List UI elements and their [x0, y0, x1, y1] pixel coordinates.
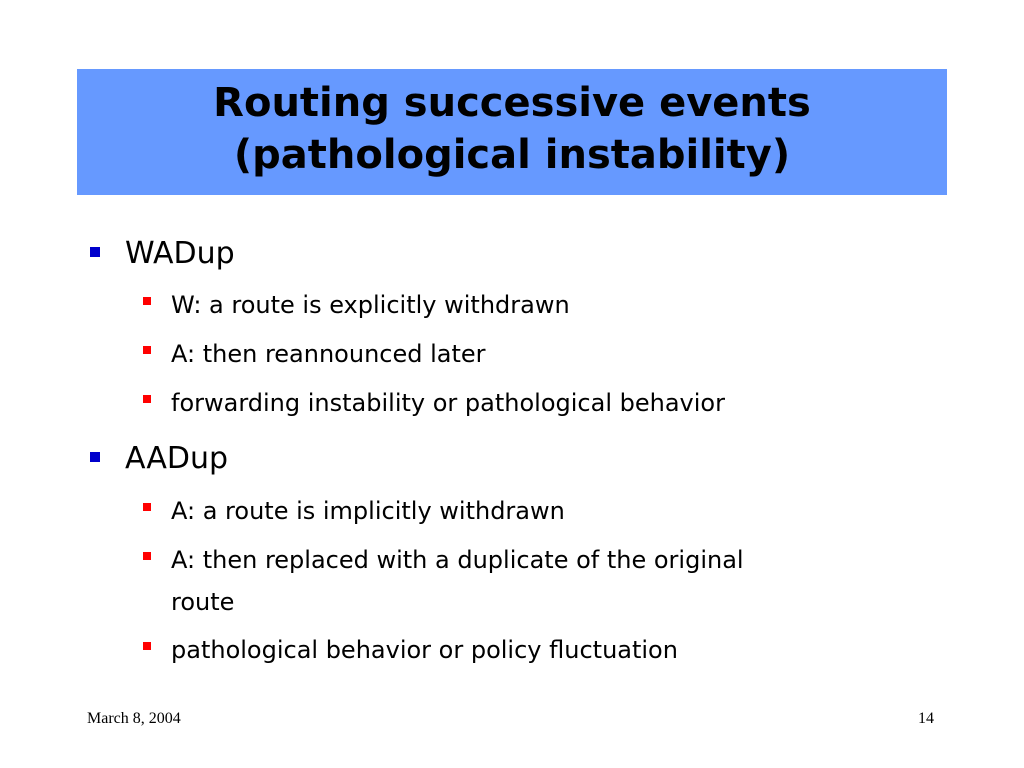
bullet-square-icon: [90, 452, 100, 462]
sub-bullet-text: A: a route is implicitly withdrawn: [171, 497, 565, 525]
footer-date: March 8, 2004: [87, 710, 181, 727]
sub-bullet-square-icon: [143, 346, 151, 354]
sub-bullet-text: A: then replaced with a duplicate of the original: [171, 546, 744, 574]
sub-bullet-text: forwarding instability or pathological behavior: [171, 389, 725, 417]
slide-title-line-1: Routing successive events: [213, 80, 811, 126]
sub-bullet-text-continuation: route: [171, 588, 235, 616]
sub-bullet-square-icon: [143, 297, 151, 305]
sub-bullet-text: pathological behavior or policy fluctuation: [171, 636, 678, 664]
sub-bullet-square-icon: [143, 642, 151, 650]
sub-bullet-square-icon: [143, 395, 151, 403]
bullet-heading-aadup: AADup: [125, 441, 229, 476]
sub-bullet-text: W: a route is explicitly withdrawn: [171, 291, 570, 319]
sub-bullet-square-icon: [143, 503, 151, 511]
sub-bullet-text: A: then reannounced later: [171, 340, 486, 368]
bullet-heading-wadup: WADup: [125, 236, 235, 271]
slide-title-box: [77, 69, 947, 195]
bullet-square-icon: [90, 247, 100, 257]
slide-title-line-2: (pathological instability): [233, 132, 791, 178]
sub-bullet-square-icon: [143, 552, 151, 560]
slide-number: 14: [918, 710, 934, 727]
